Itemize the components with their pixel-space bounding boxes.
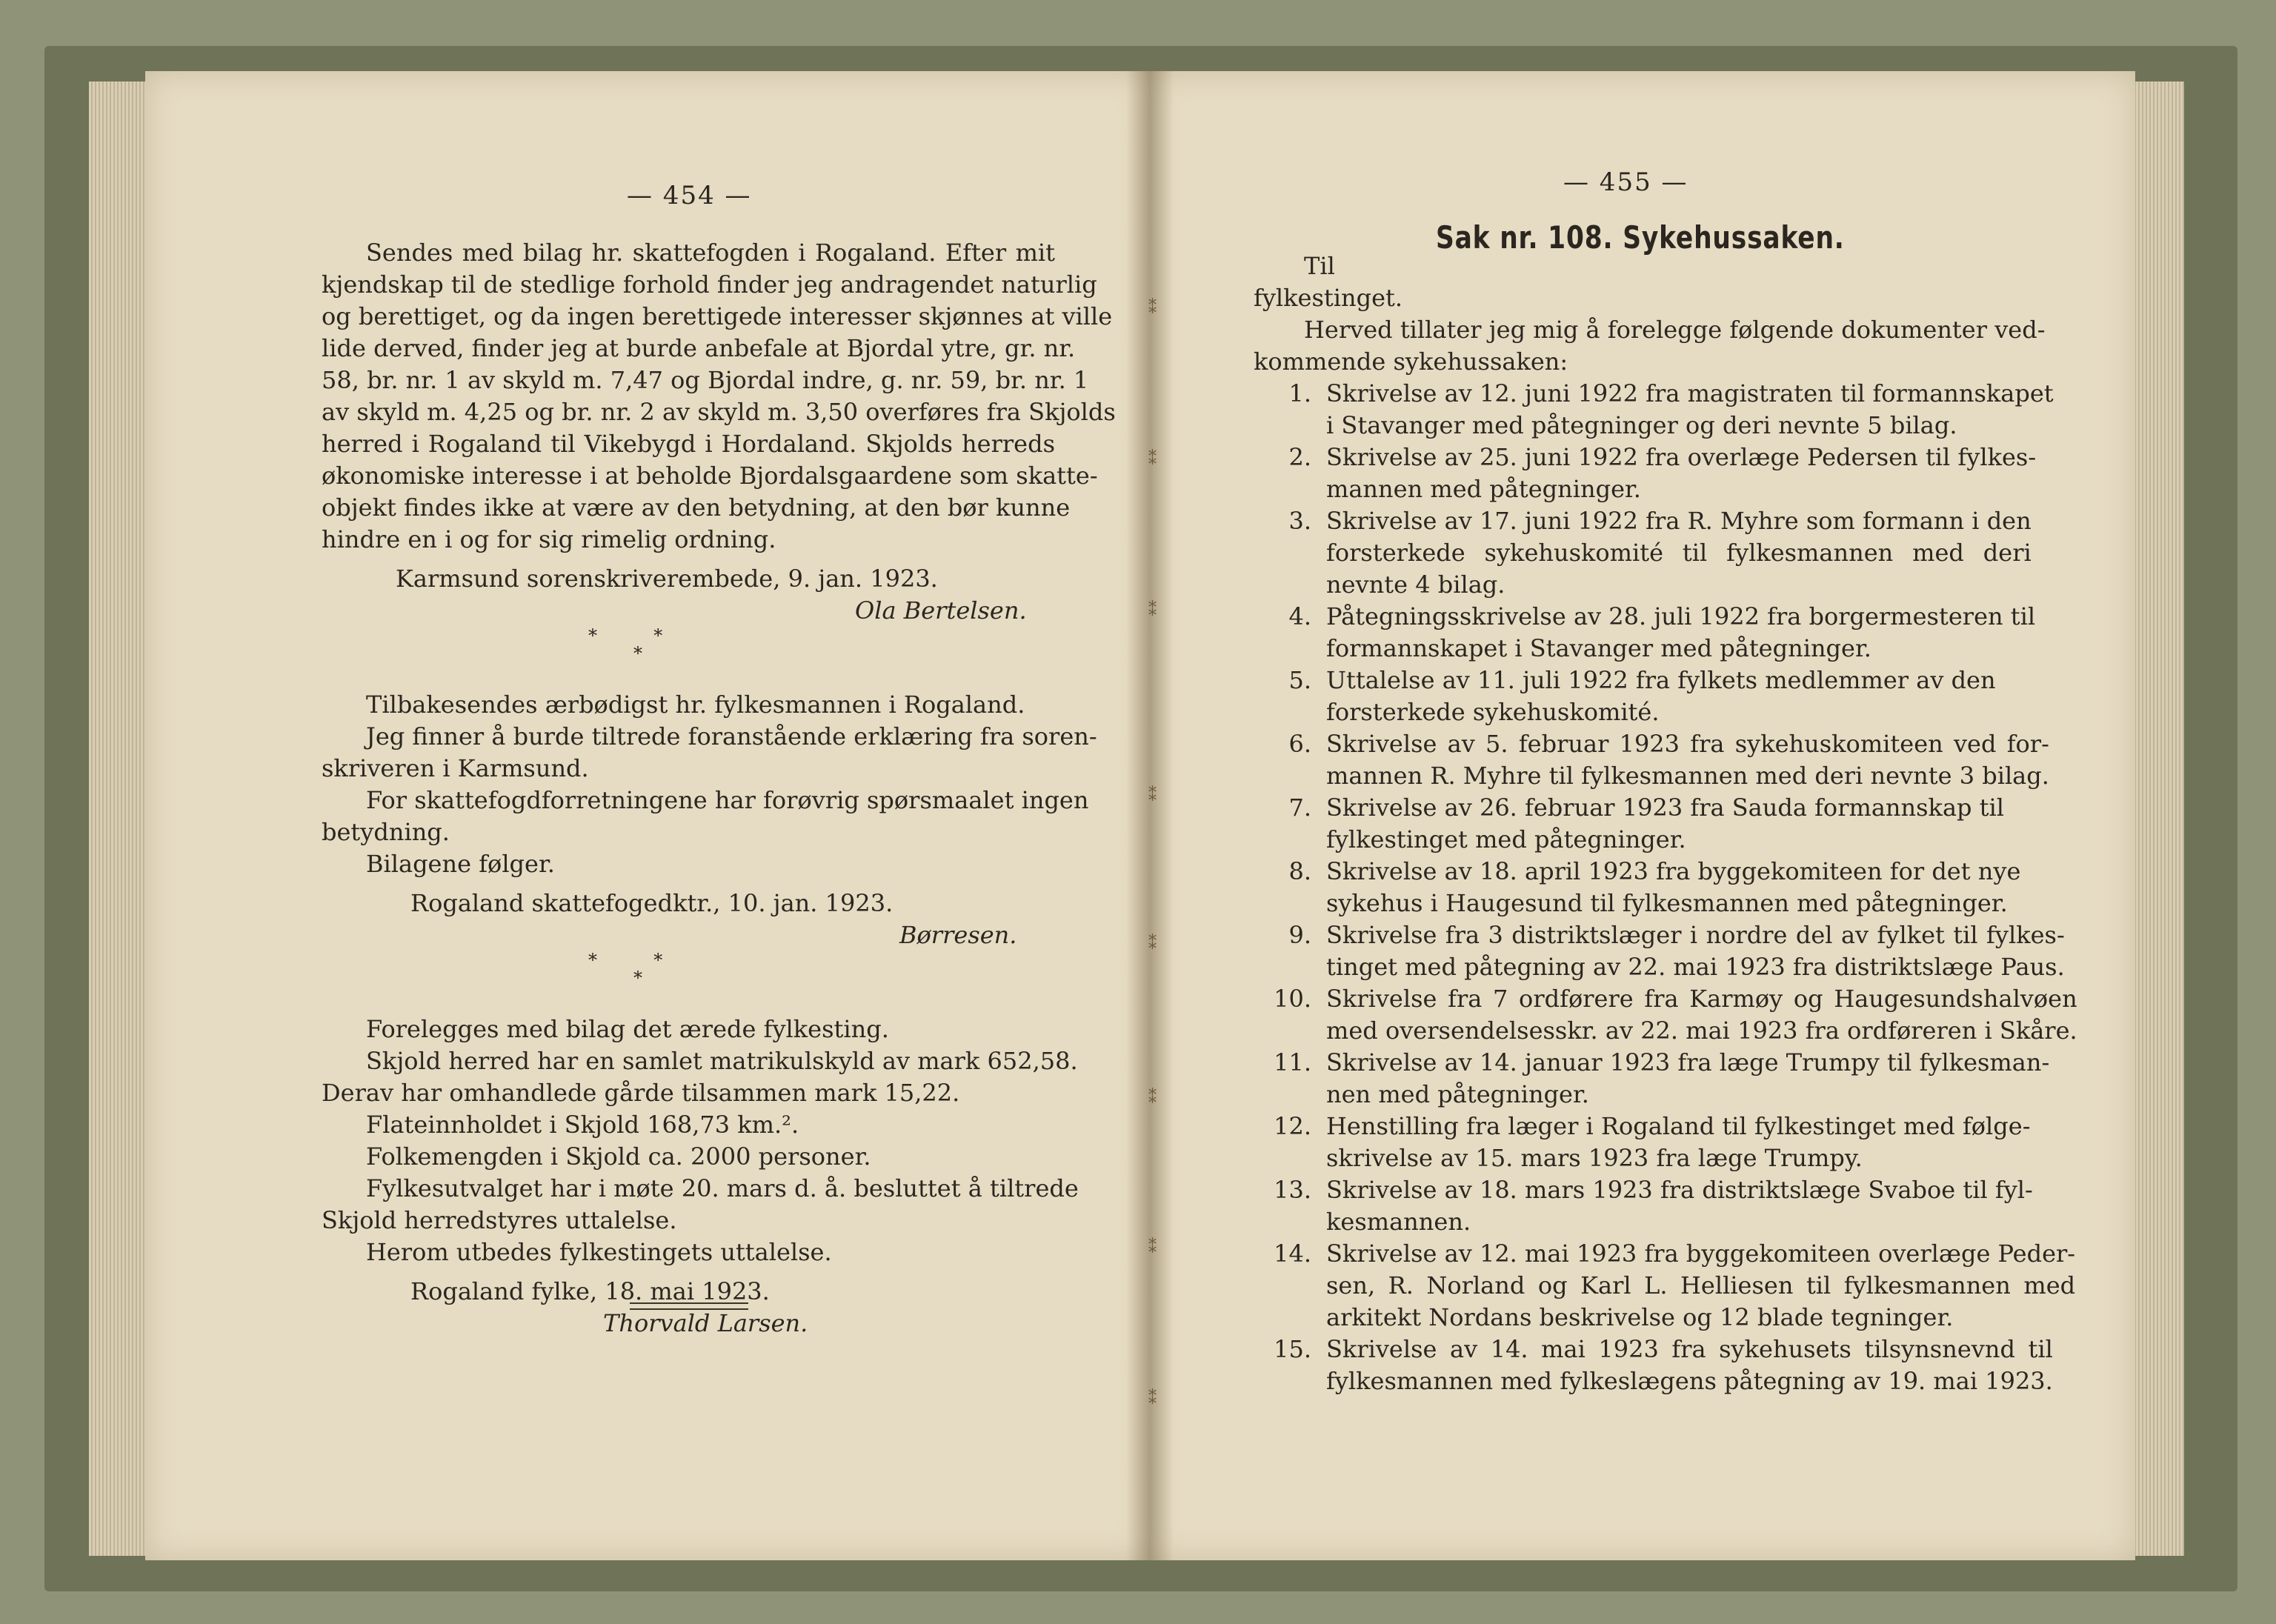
- text-line: Skrivelse av 14. mai 1923 fra sykehusets tilsynsnevnd til: [1326, 1335, 2053, 1363]
- signature: Thorvald Larsen.: [603, 1309, 808, 1337]
- text-line: sen, R. Norland og Karl L. Helliesen til fylkesmannen med: [1326, 1271, 2076, 1299]
- item-number: 11.: [1274, 1048, 1311, 1076]
- text-line: skriveren i Karmsund.: [322, 754, 589, 782]
- list-item: [1288, 378, 2054, 442]
- text-line: Skrivelse av 18. april 1923 fra byggekomiteen for det nye: [1326, 857, 2021, 885]
- text-line: Herom utbedes fylkestingets uttalelse.: [366, 1238, 832, 1266]
- text-line: og berettiget, og da ingen berettigede interesser skjønnes at ville: [322, 302, 1113, 330]
- text-line: lide derved, finder jeg at burde anbefale at Bjordal ytre, gr. nr.: [322, 334, 1076, 362]
- text-line: fylkesmannen med fylkeslægens påtegning av 19. mai 1923.: [1326, 1367, 2053, 1395]
- text-line: Skrivelse av 12. mai 1923 fra byggekomiteen overlæge Peder-: [1326, 1239, 2076, 1268]
- signature: Ola Bertelsen.: [855, 596, 1027, 625]
- list-item: [1274, 1334, 2053, 1397]
- text-line: 58, br. nr. 1 av skyld m. 7,47 og Bjordal indre, g. nr. 59, br. nr. 1: [322, 366, 1089, 394]
- double-rule: [630, 1302, 748, 1310]
- separator-stars: * * *: [588, 625, 663, 664]
- binding-stitch: [1148, 450, 1157, 458]
- text-line: herred i Rogaland til Vikebygd i Hordaland. Skjolds herreds: [322, 430, 1055, 458]
- list-item: [1288, 601, 2036, 665]
- text-line: Folkemengden i Skjold ca. 2000 personer.: [366, 1142, 871, 1171]
- item-number: 4.: [1288, 602, 1311, 630]
- binding-stitch: [1148, 602, 1157, 609]
- text-line: Skrivelse av 26. februar 1923 fra Sauda formannskap til: [1326, 793, 2004, 822]
- text-line: Herved tillater jeg mig å forelegge følgende dokumenter ved-: [1304, 316, 2046, 344]
- text-line: Forelegges med bilag det ærede fylkesting.: [366, 1015, 889, 1043]
- text-line: Henstilling fra læger i Rogaland til fylkestinget med følge-: [1326, 1112, 2031, 1140]
- item-number: 9.: [1288, 921, 1311, 949]
- text-line: tinget med påtegning av 22. mai 1923 fra distriktslæge Paus.: [1326, 953, 2065, 981]
- text-line: Påtegningsskrivelse av 28. juli 1922 fra borgermesteren til: [1326, 602, 2036, 630]
- separator-stars: * * *: [588, 950, 663, 988]
- binding-stitch: [1148, 787, 1157, 794]
- signature: Børresen.: [899, 921, 1017, 949]
- text-line: skrivelse av 15. mars 1923 fra læge Trumpy.: [1326, 1144, 1863, 1172]
- text-line: Flateinnholdet i Skjold 168,73 km.².: [366, 1111, 799, 1139]
- salutation: fylkestinget.: [1254, 284, 1403, 312]
- section-heading: Sak nr. 108. Sykehussaken.: [1436, 219, 1845, 256]
- text-line: mannen med påtegninger.: [1326, 475, 1641, 503]
- text-line: mannen R. Myhre til fylkesmannen med deri nevnte 3 bilag.: [1326, 762, 2049, 790]
- text-line: fylkestinget med påtegninger.: [1326, 825, 1686, 853]
- text-line: forsterkede sykehuskomité til fylkesmannen med deri: [1326, 539, 2032, 567]
- text-line: Sendes med bilag hr. skattefogden i Rogaland. Efter mit: [366, 239, 1055, 267]
- item-number: 7.: [1288, 793, 1311, 822]
- text-line: Skrivelse fra 3 distriktslæger i nordre del av fylket til fylkes-: [1326, 921, 2065, 949]
- page-number-left: — 454 —: [627, 181, 752, 210]
- text-line: hindre en i og for sig rimelig ordning.: [322, 525, 776, 553]
- list-item: [1274, 1174, 2033, 1238]
- item-number: 2.: [1288, 443, 1311, 471]
- text-line: økonomiske interesse i at beholde Bjordalsgaardene som skatte-: [322, 462, 1098, 490]
- item-number: 12.: [1274, 1112, 1311, 1140]
- salutation: Til: [1304, 252, 1335, 280]
- text-line: nen med påtegninger.: [1326, 1080, 1589, 1108]
- left-page-text: [322, 237, 1116, 1340]
- text-line: arkitekt Nordans beskrivelse og 12 blade tegninger.: [1326, 1303, 1954, 1331]
- list-item: [1274, 983, 2077, 1047]
- list-item: [1274, 1238, 2076, 1334]
- list-item: [1274, 1047, 2050, 1111]
- right-page-text: [1254, 250, 2077, 1397]
- list-item: [1288, 792, 2004, 856]
- text-line: kesmannen.: [1326, 1208, 1471, 1236]
- item-number: 6.: [1288, 730, 1311, 758]
- left-page-edges: [89, 81, 148, 1556]
- text-line: Uttalelse av 11. juli 1922 fra fylkets medlemmer av den: [1326, 666, 1996, 694]
- text-line: objekt findes ikke at være av den betydning, at den bør kunne: [322, 493, 1071, 522]
- text-line: Skrivelse av 17. juni 1922 fra R. Myhre som formann i den: [1326, 507, 2032, 535]
- text-line: kjendskap til de stedlige forhold finder jeg andragendet naturlig: [322, 270, 1097, 299]
- binding-stitch: [1148, 1390, 1157, 1397]
- item-number: 15.: [1274, 1335, 1311, 1363]
- place-date: Karmsund sorenskriverembede, 9. jan. 1923.: [396, 565, 938, 593]
- place-date: Rogaland skattefogedktr., 10. jan. 1923.: [410, 889, 894, 917]
- text-line: Skrivelse fra 7 ordførere fra Karmøy og Haugesundshalvøen: [1326, 985, 2077, 1013]
- text-line: Derav har omhandlede gårde tilsammen mark 15,22.: [322, 1079, 960, 1107]
- binding-stitch: [1148, 1239, 1157, 1246]
- paragraph-forelegges: [322, 1014, 1079, 1268]
- list-item: [1274, 1111, 2031, 1174]
- text-line: Jeg finner å burde tiltrede foranstående erklæring fra soren-: [366, 722, 1097, 751]
- list-item: [1288, 442, 2037, 505]
- item-number: 10.: [1274, 985, 1311, 1013]
- text-line: betydning.: [322, 818, 450, 846]
- paragraph-tilbakesendes: [322, 689, 1097, 880]
- text-line: For skattefogdforretningene har forøvrig spørsmaalet ingen: [366, 786, 1089, 814]
- binding-stitch: [1148, 1089, 1157, 1096]
- item-number: 3.: [1288, 507, 1311, 535]
- text-line: Skrivelse av 25. juni 1922 fra overlæge Pedersen til fylkes-: [1326, 443, 2037, 471]
- item-number: 13.: [1274, 1176, 1311, 1204]
- item-number: 8.: [1288, 857, 1311, 885]
- paragraph-sendes: [322, 237, 1116, 556]
- text-line: Skjold herred har en samlet matrikulskyld av mark 652,58.: [366, 1047, 1078, 1075]
- place-date: Rogaland fylke, 18. mai 1923.: [410, 1277, 770, 1305]
- text-line: nevnte 4 bilag.: [1326, 570, 1505, 599]
- page-number-right: — 455 —: [1563, 167, 1688, 197]
- text-line: Skrivelse av 18. mars 1923 fra distriktslæge Svaboe til fyl-: [1326, 1176, 2033, 1204]
- text-line: i Stavanger med påtegninger og deri nevnte 5 bilag.: [1326, 411, 1957, 439]
- text-line: Skrivelse av 12. juni 1922 fra magistraten til formannskapet: [1326, 379, 2054, 407]
- item-number: 1.: [1288, 379, 1311, 407]
- list-item: [1288, 919, 2065, 983]
- text-line: med oversendelsesskr. av 22. mai 1923 fra ordføreren i Skåre.: [1326, 1016, 2077, 1045]
- item-number: 14.: [1274, 1239, 1311, 1268]
- text-line: Bilagene følger.: [366, 850, 555, 878]
- list-item: [1288, 728, 2049, 792]
- list-item: [1288, 856, 2021, 919]
- text-line: Tilbakesendes ærbødigst hr. fylkesmannen i Rogaland.: [366, 690, 1025, 719]
- right-page-edges: [2132, 81, 2184, 1556]
- binding-stitch: [1148, 935, 1157, 942]
- text-line: Skrivelse av 5. februar 1923 fra sykehuskomiteen ved for-: [1326, 730, 2049, 758]
- binding-stitch: [1148, 299, 1157, 307]
- text-line: sykehus i Haugesund til fylkesmannen med påtegninger.: [1326, 889, 2008, 917]
- item-number: 5.: [1288, 666, 1311, 694]
- text-line: formannskapet i Stavanger med påtegninger.: [1326, 634, 1871, 662]
- text-line: kommende sykehussaken:: [1254, 347, 1568, 376]
- book-gutter: [1126, 71, 1174, 1560]
- text-line: forsterkede sykehuskomité.: [1326, 698, 1660, 726]
- text-line: Skjold herredstyres uttalelse.: [322, 1206, 677, 1234]
- list-item: [1288, 665, 1996, 728]
- list-item: [1288, 505, 2032, 601]
- text-line: Fylkesutvalget har i møte 20. mars d. å. besluttet å tiltrede: [366, 1174, 1079, 1202]
- text-line: av skyld m. 4,25 og br. nr. 2 av skyld m. 3,50 overføres fra Skjolds: [322, 398, 1116, 426]
- text-line: Skrivelse av 14. januar 1923 fra læge Trumpy til fylkesman-: [1326, 1048, 2050, 1076]
- document-list: [1254, 378, 2077, 1397]
